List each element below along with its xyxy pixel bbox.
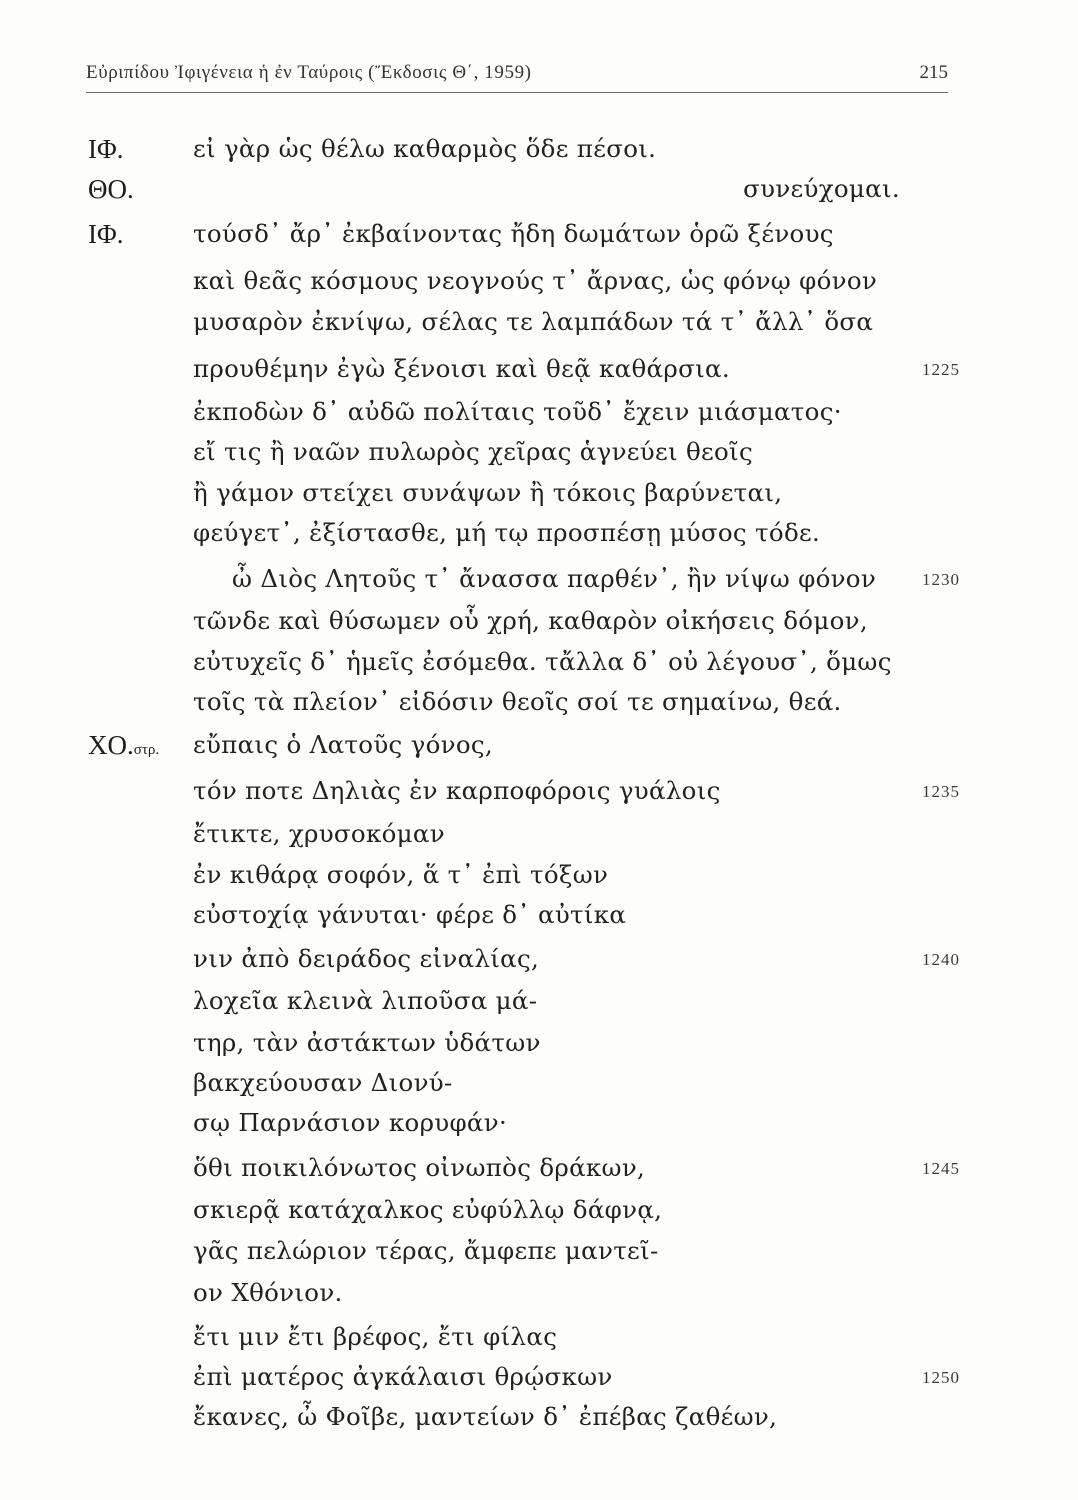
verse-line xyxy=(0,602,1078,642)
speaker-label xyxy=(88,730,159,761)
verse-line xyxy=(0,393,1078,433)
verse-line xyxy=(0,1318,1078,1358)
verse-text-line: ἢ γάμον στείχει συνάψων ἢ τόκοις βαρύνεται, xyxy=(193,478,783,507)
verse-text-line: τόν ποτε Δηλιὰς ἐν καρποφόροις γυάλοις xyxy=(193,776,721,805)
verse-text-line: ἔτικτε, χρυσοκόμαν xyxy=(193,819,445,848)
speaker-name: ΘΟ. xyxy=(88,174,134,204)
verse-line xyxy=(0,1064,1078,1104)
verse-text-line: εὔπαις ὁ Λατοῦς γόνος, xyxy=(193,730,493,759)
verse-line xyxy=(0,643,1078,683)
verse-text-line: εὐτυχεῖς δ᾽ ἡμεῖς ἐσόμεθα. τἄλλα δ᾽ οὐ λέγουσ᾽, ὅμως xyxy=(193,647,892,676)
verse-text-line: νιν ἀπὸ δειράδος εἰναλίας, xyxy=(193,944,540,973)
verse-text-line: προυθέμην ἐγὼ ξένοισι καὶ θεᾷ καθάρσια. xyxy=(193,354,730,383)
verse-line xyxy=(0,1232,1078,1272)
verse-line xyxy=(0,772,1078,812)
verse-line xyxy=(0,982,1078,1022)
speaker-label xyxy=(88,174,134,205)
verse-text-line: σκιερᾷ κατάχαλκος εὐφύλλῳ δάφνᾳ, xyxy=(193,1195,663,1224)
verse-text-line: ὅθι ποικιλόνωτος οἰνωπὸς δράκων, xyxy=(193,1153,646,1182)
line-number: 1230 xyxy=(922,570,960,589)
verse-line xyxy=(0,560,1078,600)
verse-text-line: ἐκποδὼν δ᾽ αὐδῶ πολίταις τοῦδ᾽ ἔχειν μιάσματος· xyxy=(193,397,842,426)
verse-line xyxy=(0,1024,1078,1064)
verse-text-line: εἰ γὰρ ὡς θέλω καθαρμὸς ὅδε πέσοι. xyxy=(193,134,657,163)
verse-text-line: ἔτι μιν ἔτι βρέφος, ἔτι φίλας xyxy=(193,1322,558,1351)
verse-line xyxy=(0,940,1078,980)
verse-text-line: ἔκανες, ὦ Φοῖβε, μαντείων δ᾽ ἐπέβας ζαθέων, xyxy=(193,1402,778,1431)
verse-line xyxy=(0,215,1078,255)
verse-line xyxy=(0,303,1078,343)
verse-line xyxy=(0,474,1078,514)
verse-text-line: τῶνδε καὶ θύσωμεν οὗ χρή, καθαρὸν οἰκήσεις δόμον, xyxy=(193,606,868,635)
verse-text-line: καὶ θεᾶς κόσμους νεογνούς τ᾽ ἄρνας, ὡς φόνῳ φόνον xyxy=(193,266,878,295)
header-title: Εὐριπίδου Ἰφιγένεια ἡ ἐν Ταύροις (Ἔκδοσις Θ΄, 1959) xyxy=(86,62,532,83)
verse-text-line: ὦ Διὸς Λητοῦς τ᾽ ἄνασσα παρθέν᾽, ἢν νίψω φόνον xyxy=(232,564,877,593)
line-number: 1225 xyxy=(922,360,960,379)
verse-text-line: ἐπὶ ματέρος ἀγκάλαισι θρῴσκων xyxy=(193,1362,613,1391)
line-number: 1245 xyxy=(922,1159,960,1178)
verse-line xyxy=(0,1191,1078,1231)
verse-line xyxy=(0,433,1078,473)
verse-line xyxy=(0,1358,1078,1398)
verse-line xyxy=(0,1398,1078,1438)
verse-text-line: ον Χθόνιον. xyxy=(193,1278,343,1307)
verse-text-line: τοῖς τὰ πλείον᾽ εἰδόσιν θεοῖς σοί τε σημαίνω, θεά. xyxy=(193,687,842,716)
line-number: 1240 xyxy=(922,950,960,969)
verse-text-line: συνεύχομαι. xyxy=(743,174,900,203)
verse-line xyxy=(0,170,1078,210)
verse-line xyxy=(0,896,1078,936)
verse-line xyxy=(0,856,1078,896)
strophe-marker: στρ. xyxy=(133,742,160,758)
verse-text-line: φεύγετ᾽, ἐξίστασθε, μή τῳ προσπέσῃ μύσος τόδε. xyxy=(193,518,821,547)
verse-text-line: εἴ τις ἢ ναῶν πυλωρὸς χεῖρας ἁγνεύει θεοῖς xyxy=(193,437,753,466)
line-number: 1250 xyxy=(922,1368,960,1387)
verse-text-line: γᾶς πελώριον τέρας, ἄμφεπε μαντεῖ- xyxy=(193,1236,659,1265)
verse-line xyxy=(0,1274,1078,1314)
verse-line xyxy=(0,350,1078,390)
verse-line xyxy=(0,683,1078,723)
verse-text-line: λοχεῖα κλεινὰ λιποῦσα μά- xyxy=(193,986,538,1015)
page-number: 215 xyxy=(919,62,948,83)
verse-line xyxy=(0,262,1078,302)
speaker-name: ΙΦ. xyxy=(88,134,124,164)
verse-text-line: τηρ, τὰν ἀστάκτων ὑδάτων xyxy=(193,1028,541,1057)
verse-text-line: σῳ Παρνάσιον κορυφάν· xyxy=(193,1108,508,1137)
line-number: 1235 xyxy=(922,782,960,801)
verse-line xyxy=(0,130,1078,170)
speaker-name: ΙΦ. xyxy=(88,219,124,249)
verse-line xyxy=(0,1104,1078,1144)
verse-line xyxy=(0,514,1078,554)
verse-line xyxy=(0,1149,1078,1189)
verse-line xyxy=(0,726,1078,766)
verse-line xyxy=(0,815,1078,855)
verse-text-line: βακχεύουσαν Διονύ- xyxy=(193,1068,453,1097)
verse-text-line: ἐν κιθάρᾳ σοφόν, ἅ τ᾽ ἐπὶ τόξων xyxy=(193,860,609,889)
speaker-label xyxy=(88,219,123,250)
verse-text-line: εὐστοχίᾳ γάνυται· φέρε δ᾽ αὐτίκα xyxy=(193,900,627,929)
speaker-name: ΧΟ. xyxy=(88,730,134,760)
verse-text-line: μυσαρὸν ἐκνίψω, σέλας τε λαμπάδων τά τ᾽ ἄλλ᾽ ὅσα xyxy=(193,307,874,336)
verse-text-line: τούσδ᾽ ἄρ᾽ ἐκβαίνοντας ἤδη δωμάτων ὁρῶ ξένους xyxy=(193,219,834,248)
speaker-label xyxy=(88,134,123,165)
